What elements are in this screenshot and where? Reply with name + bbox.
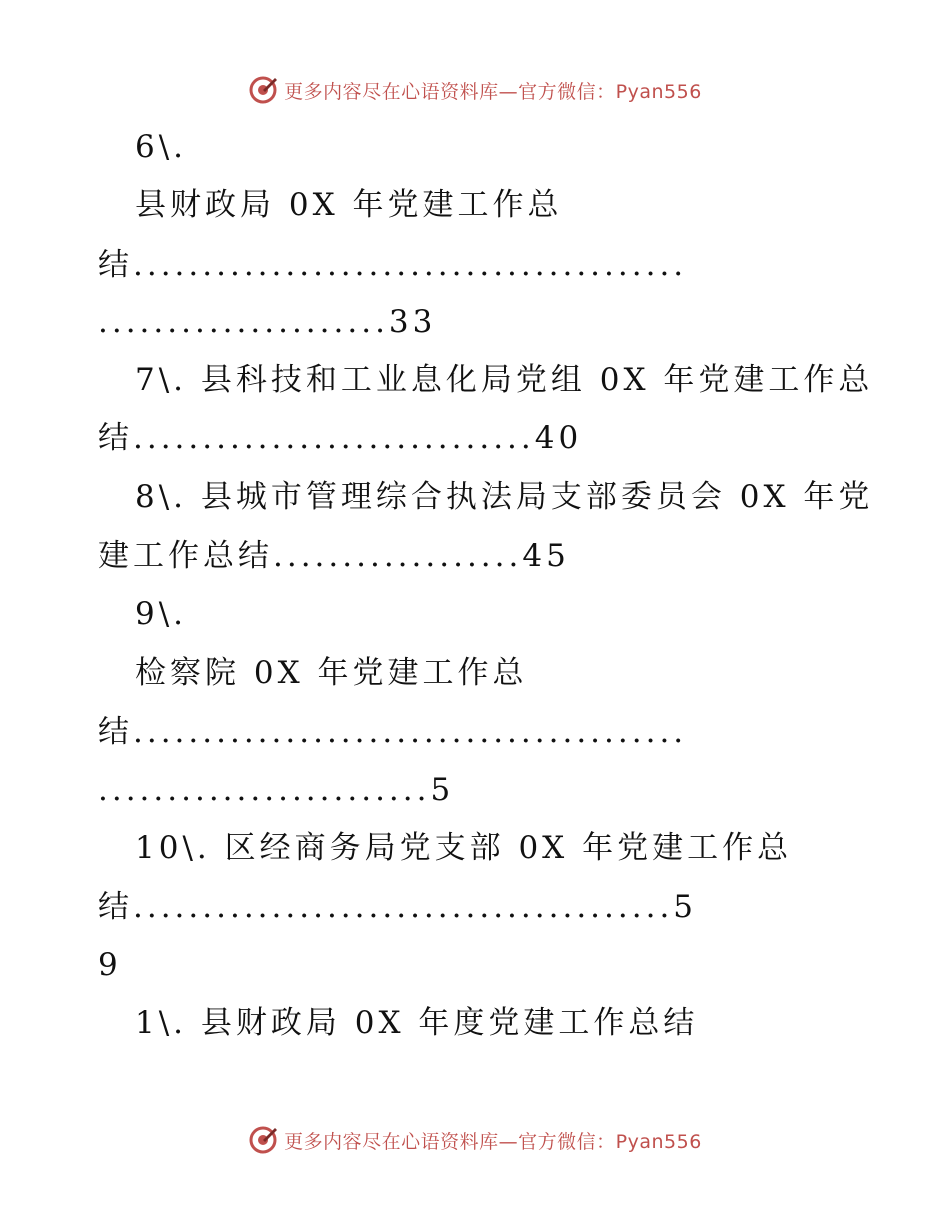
header-watermark-banner [0,70,950,110]
footer-watermark-banner [0,1120,950,1160]
pen-logo-icon [248,1125,278,1155]
toc-line-7-page: 结.............................40 [98,420,583,456]
toc-line-10-leader: 结.......................................5 [98,889,698,925]
toc-line-9-title: 检察院 0X 年党建工作总 [135,655,528,691]
toc-line-6-title: 县财政局 0X 年党建工作总 [135,187,563,223]
watermark-text: 更多内容尽在心语资料库—官方微信：Pyan556 [284,1130,702,1153]
pen-logo-icon [248,75,278,105]
toc-line-7-title: 7\. 县科技和工业息化局党组 0X 年党建工作总 [135,362,874,398]
toc-line-10-page: 9 [98,947,122,983]
toc-line-8-title: 8\. 县城市管理综合执法局支部委员会 0X 年党 [135,479,874,515]
toc-line-8-page: 建工作总结..................45 [98,538,570,574]
toc-line-9-leader: 结........................................ [98,714,688,750]
watermark-text: 更多内容尽在心语资料库—官方微信：Pyan556 [284,80,702,103]
toc-line-9-number: 9\. [135,596,188,632]
toc-line-6-page: .....................33 [98,304,437,340]
toc-line-6-leader: 结........................................ [98,247,688,283]
toc-line-6-number: 6\. [135,129,188,165]
toc-line-9-page: ........................5 [98,772,455,808]
section-heading: 1\. 县财政局 0X 年度党建工作总结 [135,1005,699,1041]
toc-line-10-title: 10\. 区经商务局党支部 0X 年党建工作总 [135,830,793,866]
